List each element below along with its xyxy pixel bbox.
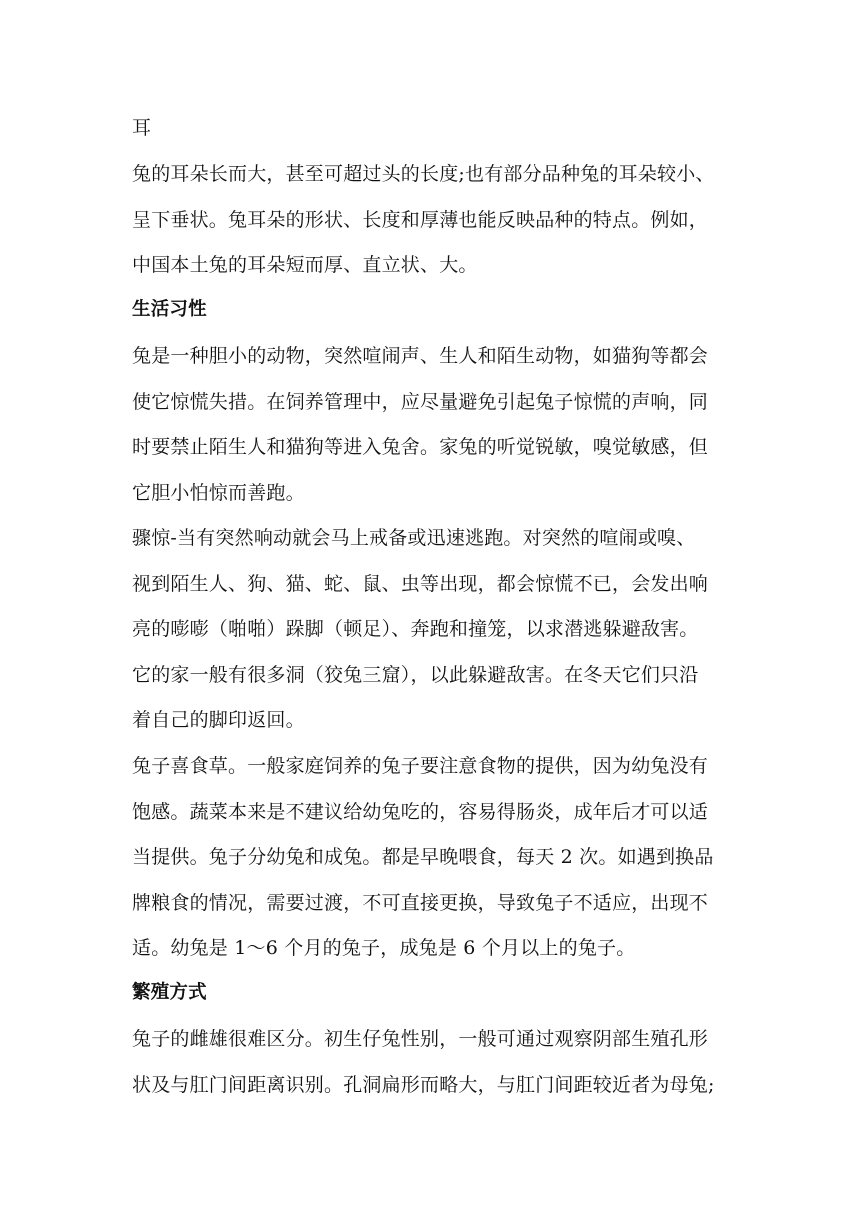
habits-p1-line-3: 时要禁止陌生人和猫狗等进入兔舍。家兔的听觉锐敏，嗅觉敏感，但 [132,436,709,458]
habits-p3-line-4: 牌粮食的情况，需要过渡，不可直接更换，导致兔子不适应，出现不 [132,892,709,914]
breeding-line-2: 状及与肛门间距离识别。孔洞扁形而略大，与肛门间距较近者为母兔; [132,1074,715,1096]
habits-p1-line-1: 兔是一种胆小的动物，突然喧闹声、生人和陌生动物，如猫狗等都会 [132,345,709,367]
habits-p2-line-1: 骤惊-当有突然响动就会马上戒备或迅速逃跑。对突然的喧闹或嗅、 [132,527,696,549]
habits-p3-line-3: 当提供。兔子分幼兔和成兔。都是早晚喂食，每天 2 次。如遇到换品 [132,846,714,868]
habits-p1-line-2: 使它惊慌失措。在饲养管理中，应尽量避免引起兔子惊慌的声响，同 [132,391,709,413]
habits-p2-line-3: 亮的嘭嘭（啪啪）跺脚（顿足）、奔跑和撞笼，以求潜逃躲避敌害。 [132,618,699,640]
habits-p2-line-5: 着自己的脚印返回。 [132,709,305,731]
breeding-heading: 繁殖方式 [132,982,207,1003]
habits-heading: 生活习性 [132,299,207,320]
habits-p1-line-4: 它胆小怕惊而善跑。 [132,482,305,504]
habits-p3-line-1: 兔子喜食草。一般家庭饲养的兔子要注意食物的提供，因为幼兔没有 [132,755,709,777]
breeding-line-1: 兔子的雌雄很难区分。初生仔兔性别，一般可通过观察阴部生殖孔形 [132,1028,709,1050]
habits-p3-line-2: 饱感。蔬菜本来是不建议给幼兔吃的，容易得肠炎，成年后才可以适 [132,801,709,823]
ear-line-3: 中国本土兔的耳朵短而厚、直立状、大。 [132,254,478,276]
habits-p2-line-4: 它的家一般有很多洞（狡兔三窟），以此躲避敌害。在冬天它们只沿 [132,664,699,686]
ear-line-1: 兔的耳朵长而大，甚至可超过头的长度;也有部分品种兔的耳朵较小、 [132,163,715,185]
habits-p3-line-5: 适。幼兔是 1～6 个月的兔子，成兔是 6 个月以上的兔子。 [132,937,636,959]
ear-title: 耳 [132,117,152,139]
habits-p2-line-2: 视到陌生人、狗、猫、蛇、鼠、虫等出现，都会惊慌不已，会发出响 [132,573,709,595]
ear-line-2: 呈下垂状。兔耳朵的形状、长度和厚薄也能反映品种的特点。例如， [132,209,709,231]
